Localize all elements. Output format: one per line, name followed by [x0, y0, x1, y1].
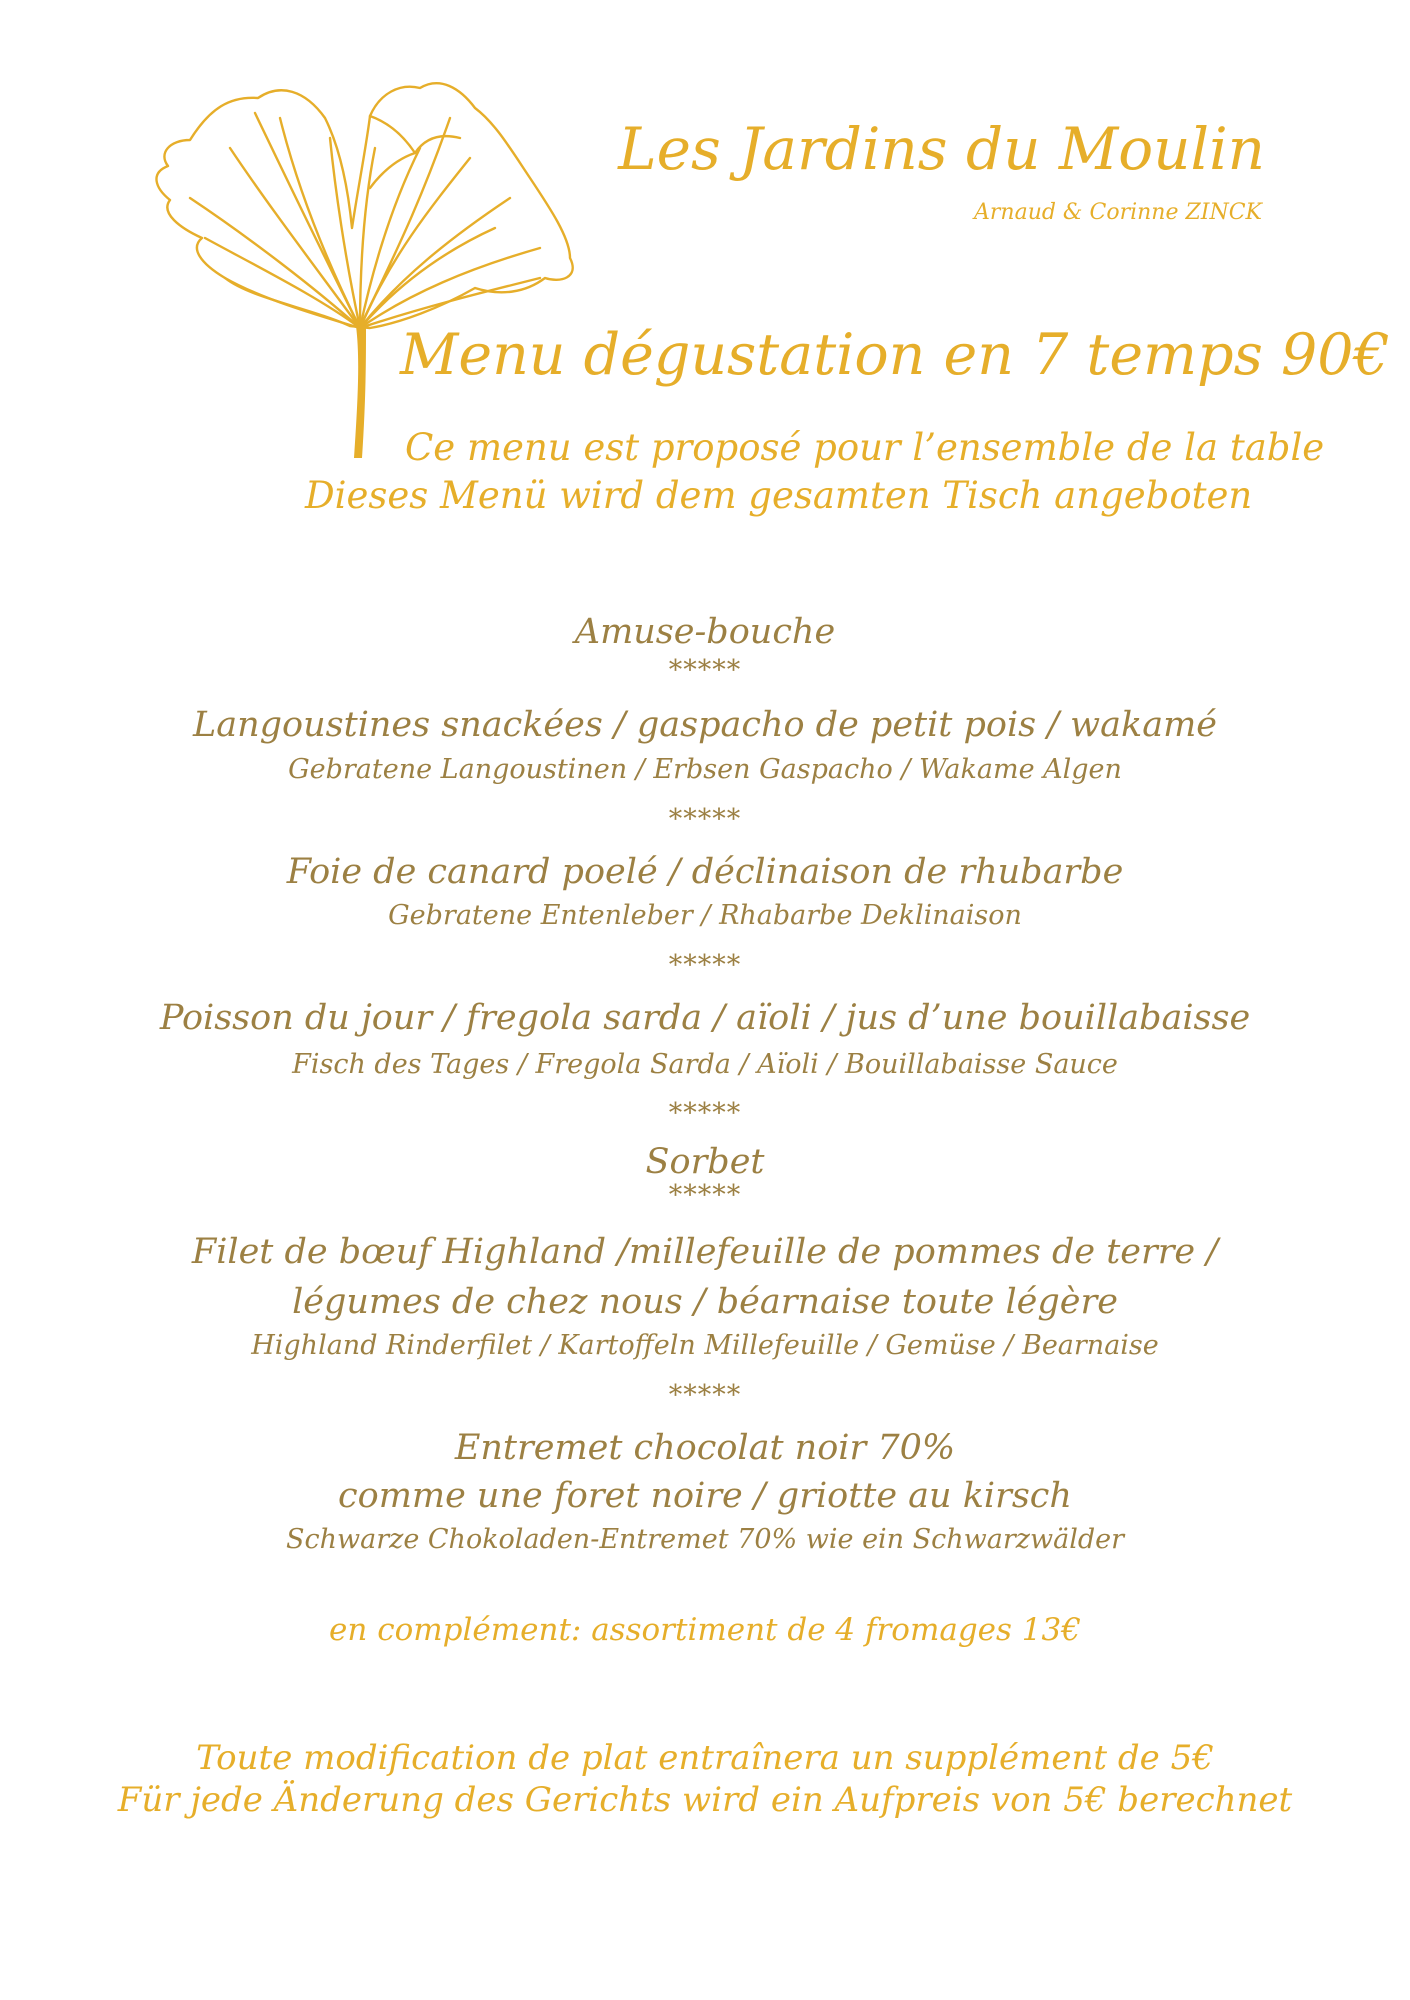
- course-foie-fr: Foie de canard poelé / déclinaison de rhubarbe: [286, 852, 1124, 892]
- separator-4: *****: [668, 1098, 742, 1129]
- separator-6: *****: [668, 1380, 742, 1411]
- course-dessert-fr-1: Entremet chocolat noir 70%: [454, 1428, 956, 1468]
- separator-3: *****: [668, 950, 742, 981]
- course-poisson-de: Fisch des Tages / Fregola Sarda / Aïoli / Bouillabaisse Sauce: [292, 1049, 1118, 1080]
- course-amuse-fr: Amuse-bouche: [574, 612, 836, 652]
- course-boeuf-fr-2: légumes de chez nous / béarnaise toute légère: [292, 1282, 1118, 1322]
- owners-name: Arnaud & Corinne ZINCK: [974, 200, 1262, 225]
- course-dessert-fr-2: comme une foret noire / griotte au kirsch: [338, 1476, 1072, 1516]
- restaurant-name: Les Jardins du Moulin: [618, 115, 1265, 183]
- ginkgo-leaf-icon: [130, 78, 600, 468]
- menu-subtitle-de: Dieses Menü wird dem gesamten Tisch angeboten: [305, 474, 1253, 517]
- separator-1: *****: [668, 655, 742, 686]
- course-boeuf-fr-1: Filet de bœuf Highland /millefeuille de pommes de terre /: [191, 1232, 1219, 1272]
- footer-note-de: Für jede Änderung des Gerichts wird ein Aufpreis von 5€ berechnet: [117, 1780, 1293, 1820]
- course-sorbet-fr: Sorbet: [645, 1142, 765, 1182]
- course-boeuf-de: Highland Rinderfilet / Kartoffeln Millefeuille / Gemüse / Bearnaise: [251, 1330, 1159, 1361]
- course-poisson-fr: Poisson du jour / fregola sarda / aïoli / jus d’une bouillabaisse: [159, 998, 1251, 1038]
- menu-subtitle-fr: Ce menu est proposé pour l’ensemble de la table: [405, 426, 1325, 469]
- separator-5: *****: [668, 1180, 742, 1211]
- menu-title: Menu dégustation en 7 temps 90€: [400, 322, 1390, 388]
- course-langoustines-fr: Langoustines snackées / gaspacho de petit pois / wakamé: [193, 705, 1217, 745]
- footer-note-fr: Toute modification de plat entraînera un supplément de 5€: [196, 1738, 1214, 1778]
- separator-2: *****: [668, 804, 742, 835]
- course-foie-de: Gebratene Entenleber / Rhabarbe Deklinaison: [388, 900, 1022, 931]
- course-langoustines-de: Gebratene Langoustinen / Erbsen Gaspacho / Wakame Algen: [288, 754, 1122, 785]
- course-dessert-de: Schwarze Chokoladen-Entremet 70% wie ein Schwarzwälder: [285, 1524, 1125, 1555]
- cheese-supplement: en complément: assortiment de 4 fromages 13€: [329, 1612, 1081, 1648]
